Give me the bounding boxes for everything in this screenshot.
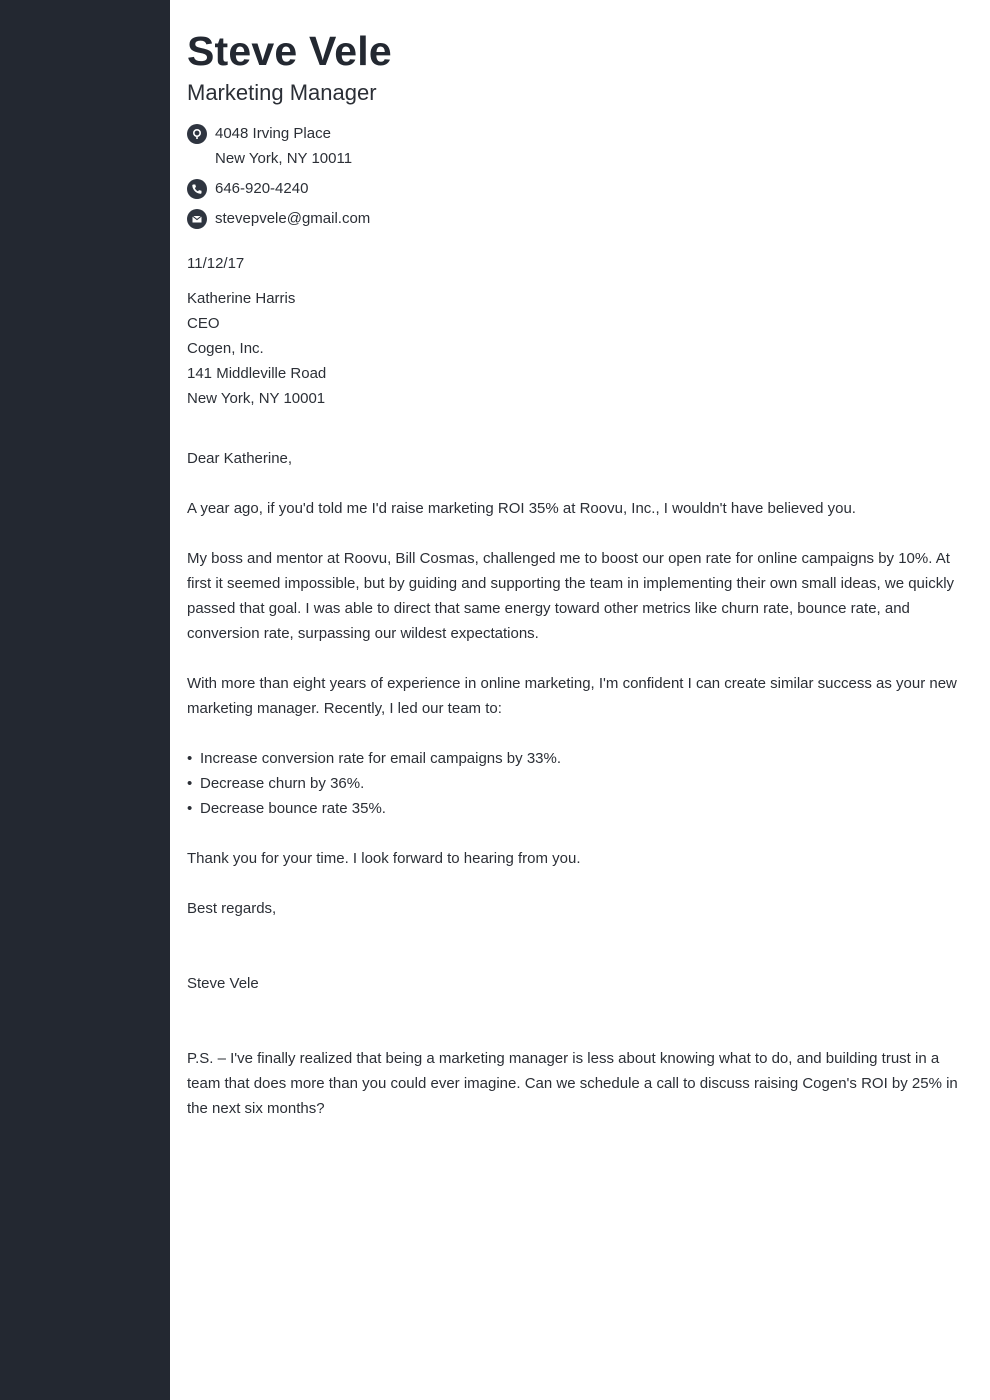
address-line-1: 4048 Irving Place: [215, 125, 331, 142]
recipient-name: Katherine Harris: [187, 290, 296, 307]
bullet: •: [187, 800, 193, 817]
contact-email: [187, 209, 370, 231]
list-item-text: Decrease churn by 36%.: [200, 775, 365, 792]
signoff: Best regards,: [187, 900, 277, 917]
recipient-block: [187, 286, 326, 411]
signature-name: Steve Vele: [187, 975, 259, 992]
recipient-title: CEO: [187, 315, 220, 332]
email-icon: [187, 209, 207, 229]
body-paragraph-2: My boss and mentor at Roovu, Bill Cosmas, challenged me to boost our open rate for online campaigns by 10%. At first it seemed impossible, but by guiding and supporting the team in implementing their own small ideas, we quickly passed that goal. I was able to direct that same energy toward other metrics like churn rate, bounce rate, and conversion rate, surpassing our wildest expectations.: [187, 550, 955, 642]
body-paragraph-1: A year ago, if you'd told me I'd raise marketing ROI 35% at Roovu, Inc., I wouldn't have believed you.: [187, 500, 856, 517]
recipient-company: Cogen, Inc.: [187, 340, 264, 357]
email-address: stevepvele@gmail.com: [215, 210, 371, 227]
recipient-street: 141 Middleville Road: [187, 365, 327, 382]
address-line-2: New York, NY 10011: [215, 150, 353, 167]
phone-number: 646-920-4240: [215, 180, 309, 197]
location-pin-icon: [187, 124, 207, 144]
bullet: •: [187, 750, 193, 767]
list-item: [187, 746, 561, 771]
body-paragraph-3: With more than eight years of experience in online marketing, I'm confident I can create similar success as your new marketing manager. Recently, I led our team to:: [187, 675, 957, 717]
applicant-name: Steve Vele: [187, 28, 392, 74]
phone-icon: [187, 179, 207, 199]
salutation: Dear Katherine,: [187, 450, 293, 467]
bullet: •: [187, 775, 193, 792]
achievements-list: [187, 746, 561, 821]
postscript: P.S. – I've finally realized that being a marketing manager is less about knowing what to do, and building trust in a team that does more than you could ever imagine. Can we schedule a call to discuss raising Cogen's ROI by 25% in the next six months?: [187, 1050, 958, 1117]
contact-address: [187, 124, 352, 171]
contact-phone: [187, 179, 308, 201]
job-title: Marketing Manager: [187, 80, 377, 105]
closing-paragraph: Thank you for your time. I look forward to hearing from you.: [187, 850, 581, 867]
list-item: [187, 796, 561, 821]
list-item-text: Increase conversion rate for email campaigns by 33%.: [200, 750, 562, 767]
recipient-city: New York, NY 10001: [187, 390, 326, 407]
sidebar: [0, 0, 170, 1400]
list-item: [187, 771, 561, 796]
list-item-text: Decrease bounce rate 35%.: [200, 800, 386, 817]
letter-date: 11/12/17: [187, 255, 245, 272]
